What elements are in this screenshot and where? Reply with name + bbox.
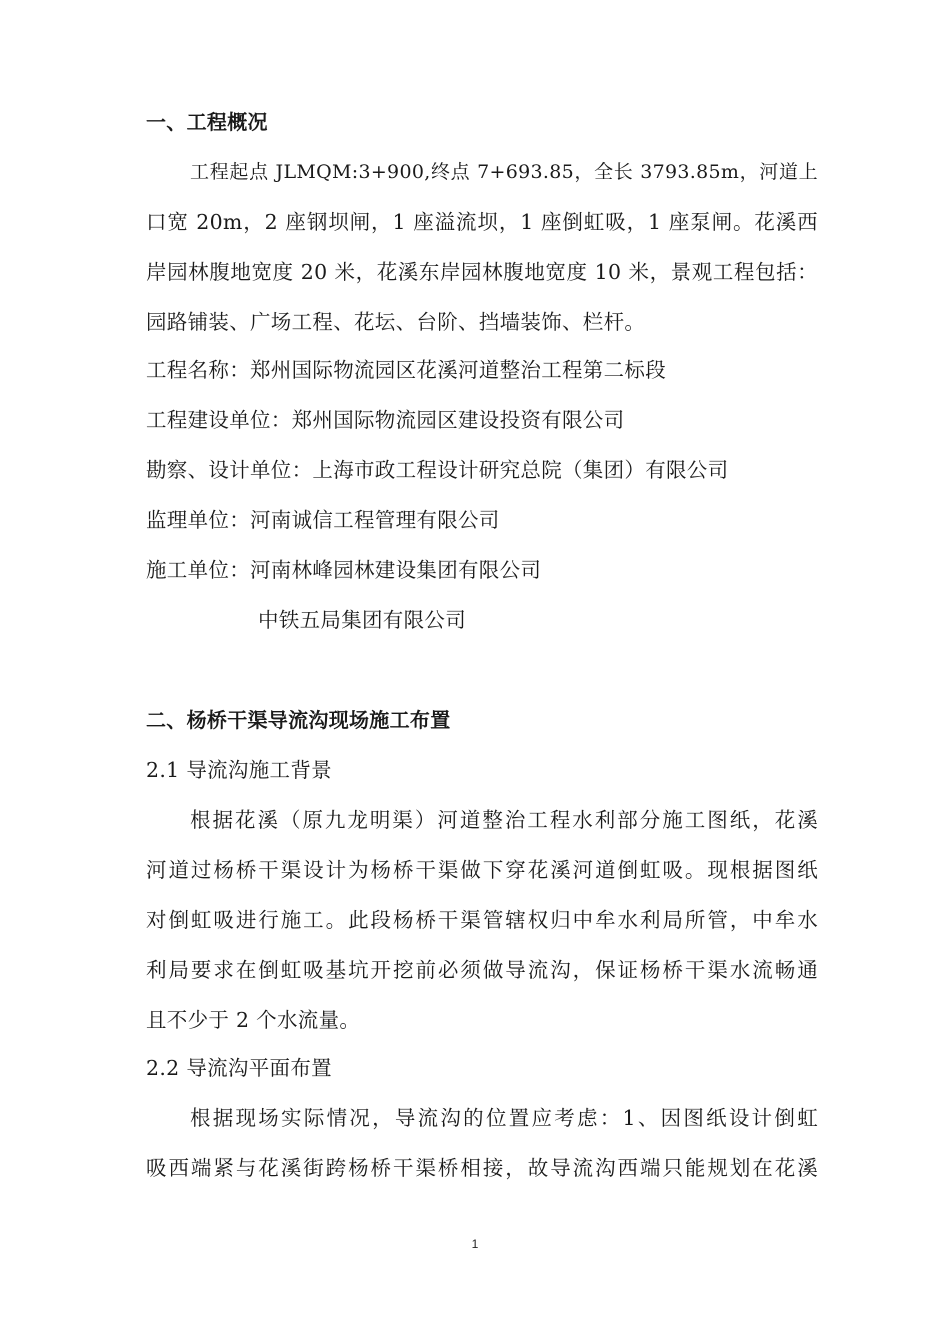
design-unit: 勘察、设计单位：上海市政工程设计研究总院（集团）有限公司 bbox=[146, 458, 729, 482]
construction-unit-2: 中铁五局集团有限公司 bbox=[258, 608, 466, 632]
construction-unit: 施工单位：河南林峰园林建设集团有限公司 bbox=[146, 558, 542, 582]
subsection-2-1-line: 且不少于 2 个水流量。 bbox=[146, 1008, 361, 1032]
project-name: 工程名称：郑州国际物流园区花溪河道整治工程第二标段 bbox=[146, 358, 666, 382]
section-1-paragraph-line: 工程起点 JLMQM:3+900,终点 7+693.85，全长 3793.85m，河道上 bbox=[190, 161, 818, 183]
page-number: 1 bbox=[471, 1237, 479, 1251]
section-1-paragraph-line: 园路铺装、广场工程、花坛、台阶、挡墙装饰、栏杆。 bbox=[146, 310, 646, 334]
subsection-2-1-line: 对倒虹吸进行施工。此段杨桥干渠管辖权归中牟水利局所管，中牟水 bbox=[146, 908, 818, 932]
subsection-2-2-line: 吸西端紧与花溪街跨杨桥干渠桥相接，故导流沟西端只能规划在花溪 bbox=[146, 1156, 818, 1180]
subsection-2-1-title: 2.1 导流沟施工背景 bbox=[146, 758, 332, 782]
client-unit: 工程建设单位：郑州国际物流园区建设投资有限公司 bbox=[146, 408, 625, 432]
section-1-heading: 一、工程概况 bbox=[146, 110, 268, 134]
subsection-2-2-line: 根据现场实际情况，导流沟的位置应考虑：1、因图纸设计倒虹 bbox=[190, 1106, 818, 1130]
subsection-2-2-title: 2.2 导流沟平面布置 bbox=[146, 1056, 332, 1080]
section-1-paragraph-line: 口宽 20m，2 座钢坝闸，1 座溢流坝，1 座倒虹吸，1 座泵闸。花溪西 bbox=[146, 210, 818, 234]
subsection-2-1-line: 利局要求在倒虹吸基坑开挖前必须做导流沟，保证杨桥干渠水流畅通 bbox=[146, 958, 818, 982]
section-2-heading: 二、杨桥干渠导流沟现场施工布置 bbox=[146, 708, 451, 732]
subsection-2-1-line: 河道过杨桥干渠设计为杨桥干渠做下穿花溪河道倒虹吸。现根据图纸 bbox=[146, 858, 818, 882]
section-1-paragraph-line: 岸园林腹地宽度 20 米，花溪东岸园林腹地宽度 10 米，景观工程包括： bbox=[146, 260, 818, 284]
subsection-2-1-line: 根据花溪（原九龙明渠）河道整治工程水利部分施工图纸，花溪 bbox=[190, 808, 818, 832]
supervision-unit: 监理单位：河南诚信工程管理有限公司 bbox=[146, 508, 500, 532]
